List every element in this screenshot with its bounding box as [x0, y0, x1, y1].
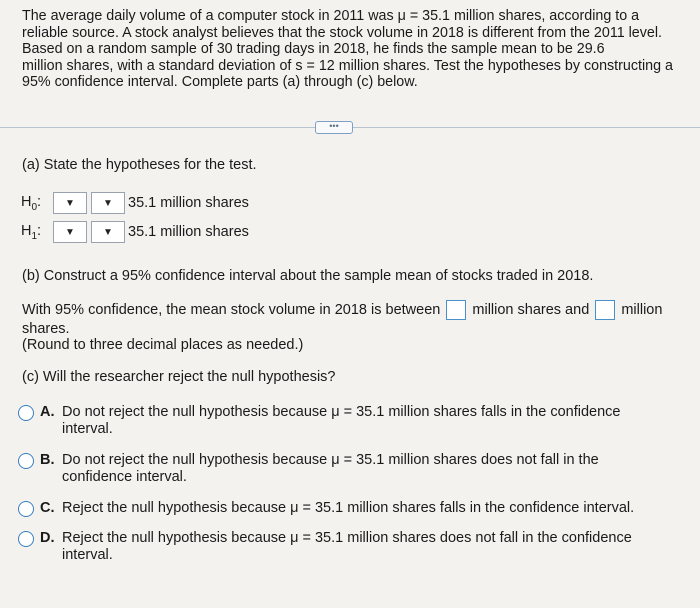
ci-lower-input[interactable] — [446, 300, 466, 320]
h1-label: $H_1$: — [21, 222, 42, 242]
h1-row — [21, 220, 249, 244]
h0-value: 35.1 million shares — [128, 195, 249, 211]
rounding-note: (Round to three decimal places as needed.) — [22, 337, 304, 353]
confidence-interval-sentence — [22, 300, 672, 339]
problem-line: The average daily volume of a computer stock in 2011 was μ = 35.1 million shares, according to a — [22, 8, 640, 24]
radio-button[interactable] — [18, 501, 34, 517]
expand-more-button[interactable]: ••• — [315, 121, 353, 134]
option-letter: C. — [40, 500, 55, 516]
radio-button[interactable] — [18, 405, 34, 421]
part-b-title: (b) Construct a 95% confidence interval about the sample mean of stocks traded in 2018. — [22, 268, 594, 284]
option-a[interactable] — [18, 404, 668, 438]
ci-text-after: million — [621, 301, 663, 318]
option-text: Reject the null hypothesis because μ = 35.1 million shares falls in the confidence interval. — [62, 500, 635, 516]
option-letter: D. — [40, 530, 55, 546]
h1-value: 35.1 million shares — [128, 224, 249, 240]
option-text: Do not reject the null hypothesis because μ = 35.1 million shares does not fall in the confidence interval. — [62, 452, 599, 485]
problem-line: 95% confidence interval. Complete parts (a) through (c) below. — [22, 74, 418, 90]
chevron-down-icon: ▼ — [65, 226, 75, 238]
option-c[interactable] — [18, 500, 668, 517]
problem-line: million shares, with a standard deviation of s = 12 million shares. Test the hypotheses by constructing a — [22, 57, 673, 74]
problem-line: reliable source. A stock analyst believes that the stock volume in 2018 is different from the 2011 level. — [22, 24, 663, 41]
ci-text-wrap: shares. — [22, 321, 70, 337]
h0-label: $H_0$: — [21, 193, 42, 213]
part-a-title: (a) State the hypotheses for the test. — [22, 157, 257, 173]
option-letter: A. — [40, 404, 55, 420]
chevron-down-icon: ▼ — [103, 226, 113, 238]
h0-row — [21, 191, 249, 215]
problem-line: Based on a random sample of 30 trading days in 2018, he finds the sample mean to be 29.6 — [22, 41, 605, 57]
part-c-title: (c) Will the researcher reject the null hypothesis? — [22, 369, 336, 385]
h0-operator-dropdown[interactable] — [91, 192, 125, 214]
radio-button[interactable] — [18, 453, 34, 469]
ci-text-middle: million shares and — [472, 301, 590, 318]
radio-button[interactable] — [18, 531, 34, 547]
chevron-down-icon: ▼ — [65, 197, 75, 209]
option-text: Reject the null hypothesis because μ = 35.1 million shares does not fall in the confidence interval. — [62, 530, 632, 563]
h1-parameter-dropdown[interactable] — [53, 221, 87, 243]
option-b[interactable] — [18, 452, 668, 486]
problem-statement — [22, 8, 682, 91]
option-text: Do not reject the null hypothesis because μ = 35.1 million shares falls in the confidence interval. — [62, 404, 621, 437]
option-letter: B. — [40, 452, 55, 468]
option-d[interactable] — [18, 530, 668, 564]
h1-operator-dropdown[interactable] — [91, 221, 125, 243]
ci-upper-input[interactable] — [595, 300, 615, 320]
ci-text-before: With 95% confidence, the mean stock volume in 2018 is between — [22, 301, 441, 318]
chevron-down-icon: ▼ — [103, 197, 113, 209]
h0-parameter-dropdown[interactable] — [53, 192, 87, 214]
